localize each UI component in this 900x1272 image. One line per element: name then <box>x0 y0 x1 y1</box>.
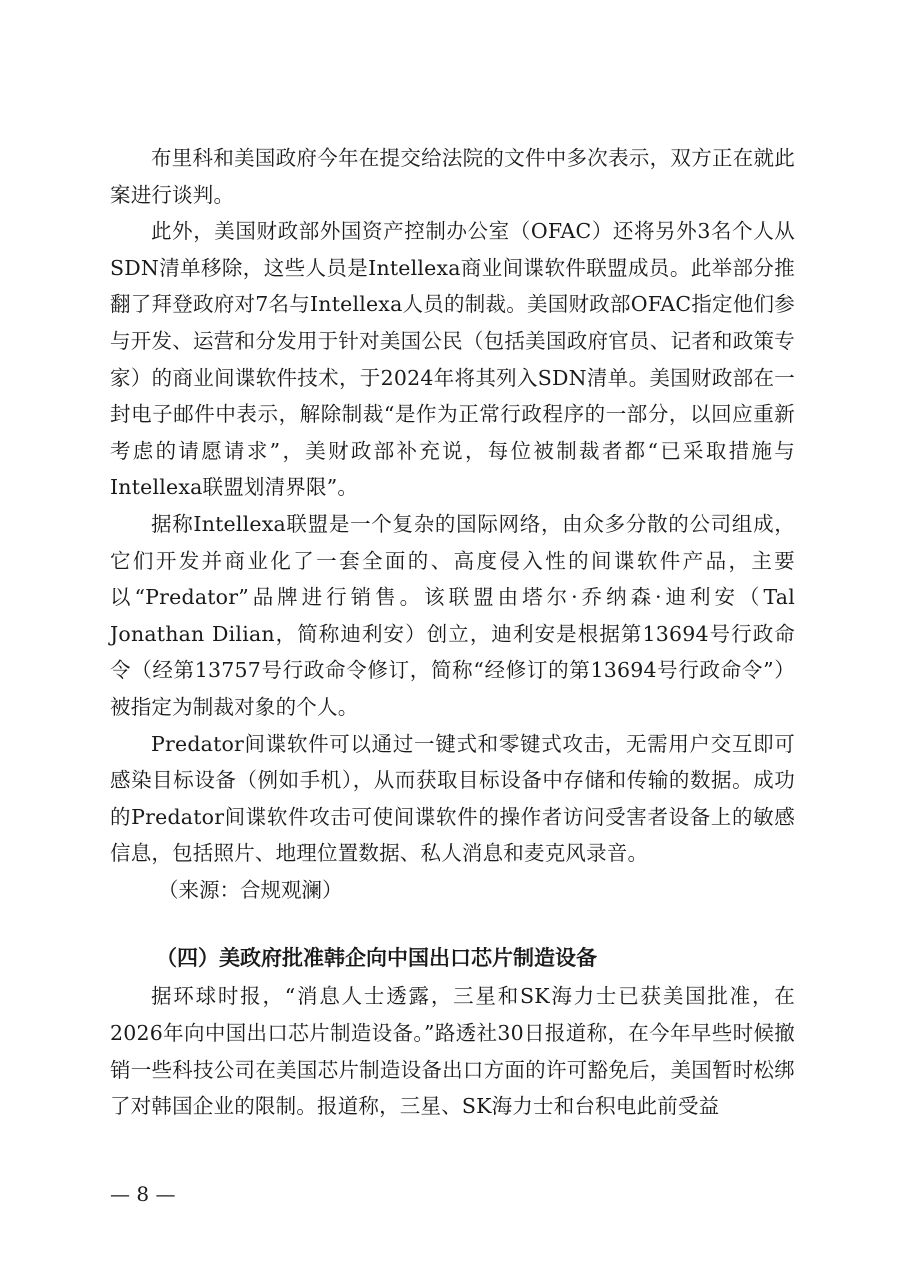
page-number: — 8 — <box>110 1182 176 1206</box>
paragraph-ofac-removal: 此外，美国财政部外国资产控制办公室（OFAC）还将另外3名个人从SDN清单移除，这些人员是Intellexa商业间谍软件联盟成员。此举部分推翻了拜登政府对7名与Intellexa人员的制裁。美国财政部OFAC指定他们参与开发、运营和分发用于针对美国公民（包括美国政府官员、记者和政策专家）的商业间谍软件技术，于2024年将其列入SDN清单。美国财政部在一封电子邮件中表示，解除制裁“是作为正常行政程序的一部分，以回应重新考虑的请愿请求”，美财政部补充说，每位被制裁者都“已采取措施与Intellexa联盟划清界限”。 <box>110 219 795 500</box>
paragraph-negotiation: 布里科和美国政府今年在提交给法院的文件中多次表示，双方正在就此案进行谈判。 <box>110 146 795 207</box>
document-body <box>110 140 795 1125</box>
paragraph-chip-export: 据环球时报，“消息人士透露，三星和SK海力士已获美国批准，在2026年向中国出口芯片制造设备。”路透社30日报道称，在今年早些时候撤销一些科技公司在美国芯片制造设备出口方面的许可豁免后，美国暂时松绑了对韩国企业的限制。报道称，三星、SK海力士和台积电此前受益 <box>110 984 795 1119</box>
source-note: （来源：合规观澜） <box>158 877 343 902</box>
section-heading: （四）美政府批准韩企向中国出口芯片制造设备 <box>156 946 597 971</box>
paragraph-predator: Predator间谍软件可以通过一键式和零键式攻击，无需用户交互即可感染目标设备（例如手机），从而获取目标设备中存储和传输的数据。成功的Predator间谍软件攻击可使间谍软件的操作者访问受害者设备上的敏感信息，包括照片、地理位置数据、私人消息和麦克风录音。 <box>110 731 795 866</box>
paragraph-intellexa: 据称Intellexa联盟是一个复杂的国际网络，由众多分散的公司组成，它们开发并商业化了一套全面的、高度侵入性的间谍软件产品，主要以“Predator”品牌进行销售。该联盟由塔尔·乔纳森·迪利安（Tal Jonathan Dilian，简称迪利安）创立，迪利安是根据第13694号行政命令（经第13757号行政命令修订，简称“经修订的第13694号行政命令”）被指定为制裁对象的个人。 <box>110 511 795 719</box>
